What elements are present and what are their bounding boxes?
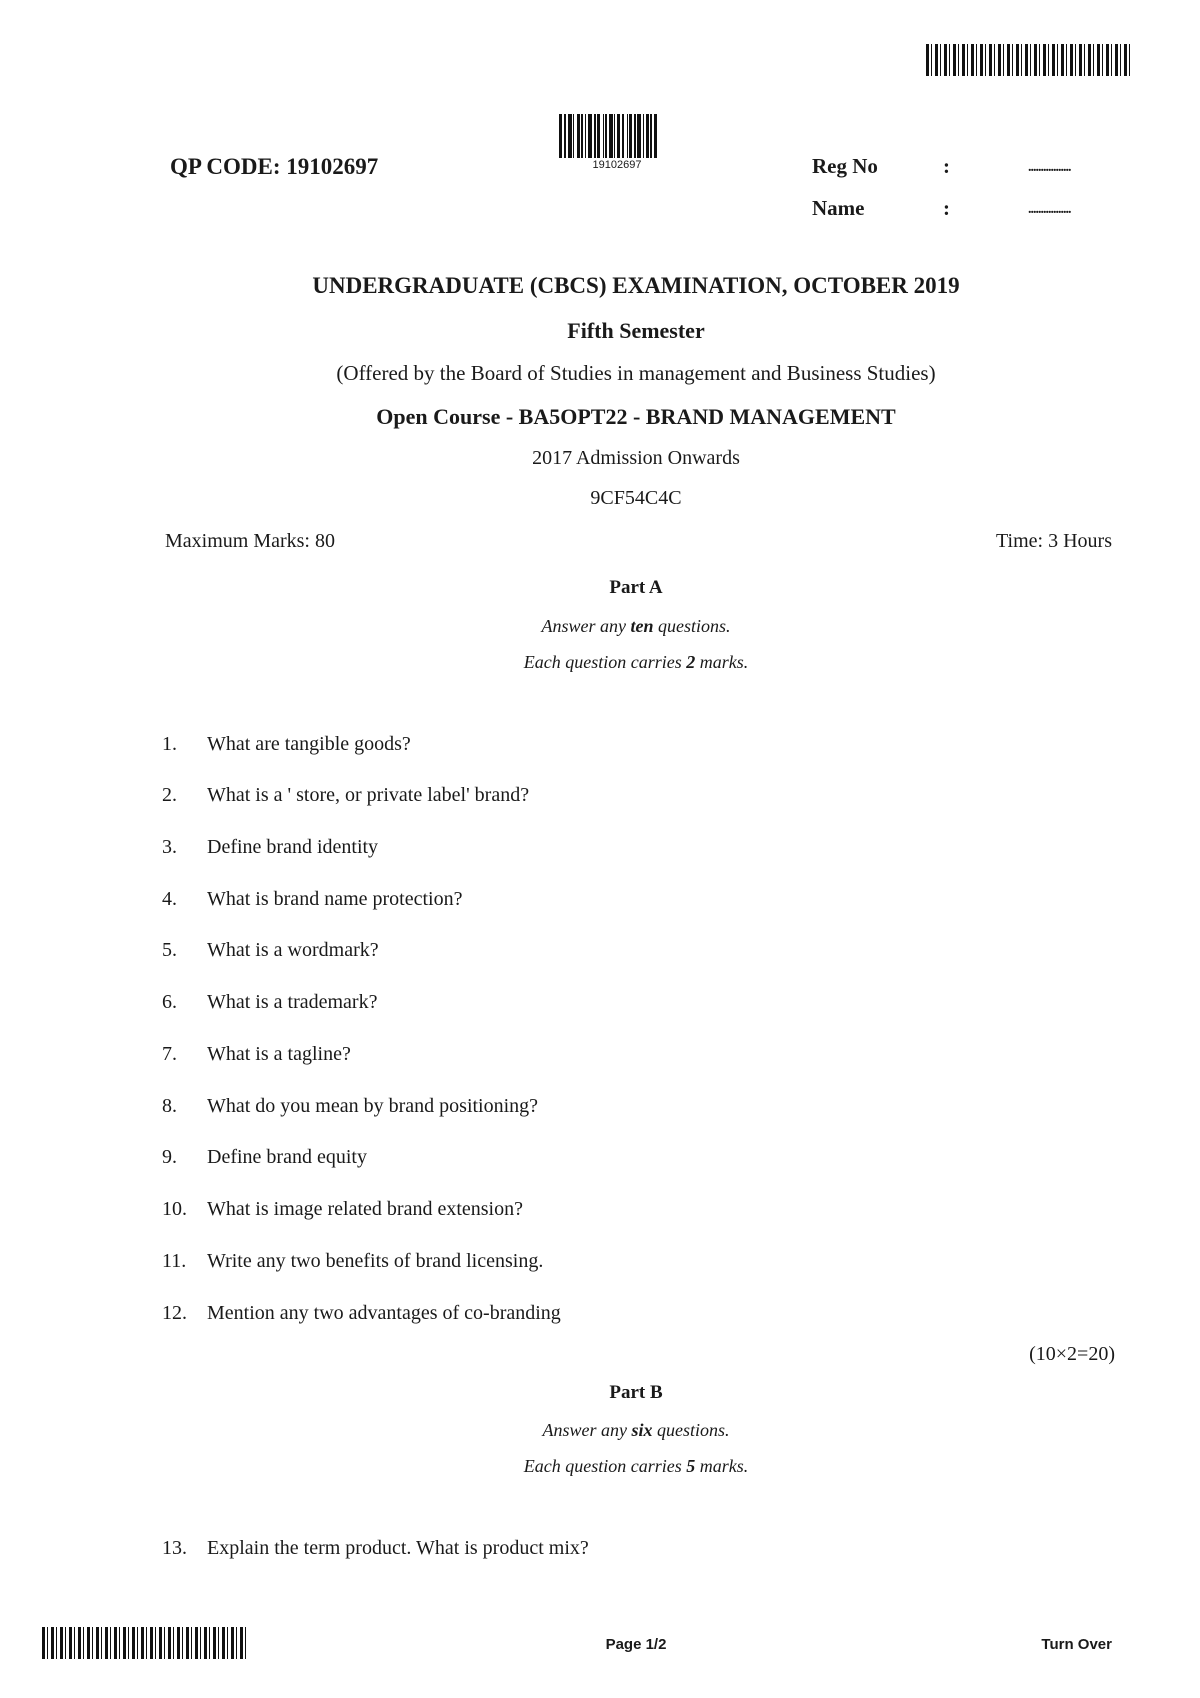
- course-title: Open Course - BA5OPT22 - BRAND MANAGEMENT: [376, 404, 896, 429]
- name-label: Name: [812, 196, 865, 220]
- semester: Fifth Semester: [567, 318, 705, 343]
- question-number: 12.: [162, 1302, 187, 1324]
- question-number: 6.: [162, 991, 177, 1013]
- question-text: What is a trademark?: [207, 991, 378, 1013]
- barcode-number: 19102697: [592, 159, 642, 171]
- page-number: Page 1/2: [605, 1636, 667, 1653]
- qp-code: QP CODE: 19102697: [170, 154, 379, 179]
- reg-no-label: Reg No: [812, 154, 878, 178]
- part-b-instruction-1: Answer any six questions.: [542, 1420, 730, 1440]
- qp-barcode: [559, 114, 675, 158]
- question-text: What is a tagline?: [207, 1043, 351, 1065]
- question-number: 8.: [162, 1095, 177, 1117]
- question-number: 2.: [162, 784, 177, 806]
- question-text: What is brand name protection?: [207, 888, 463, 910]
- question-text: Write any two benefits of brand licensing.: [207, 1250, 544, 1272]
- question-number: 9.: [162, 1146, 177, 1168]
- question-text: Mention any two advantages of co-branding: [207, 1302, 561, 1324]
- paper-code: 9CF54C4C: [590, 487, 682, 509]
- question-number: 11.: [162, 1250, 187, 1272]
- question-text: What is image related brand extension?: [207, 1198, 523, 1220]
- name-field: .................: [1028, 202, 1071, 217]
- reg-no-colon: :: [943, 154, 950, 178]
- question-number: 3.: [162, 836, 177, 858]
- question-text: What is a ' store, or private label' brand?: [207, 784, 530, 806]
- part-a-instruction-1: Answer any ten questions.: [541, 616, 731, 636]
- question-text: What do you mean by brand positioning?: [207, 1095, 539, 1117]
- question-number: 5.: [162, 939, 177, 961]
- exam-title: UNDERGRADUATE (CBCS) EXAMINATION, OCTOBER 2019: [312, 273, 960, 298]
- question-text: What is a wordmark?: [207, 939, 379, 961]
- question-text: What are tangible goods?: [207, 733, 411, 755]
- reg-no-field: .................: [1028, 160, 1071, 175]
- question-number: 13.: [162, 1537, 187, 1559]
- admission: 2017 Admission Onwards: [532, 447, 740, 469]
- question-number: 10.: [162, 1198, 187, 1220]
- question-number: 7.: [162, 1043, 177, 1065]
- part-b-instruction-2: Each question carries 5 marks.: [523, 1456, 749, 1476]
- exam-time: Time: 3 Hours: [996, 530, 1112, 552]
- part-a-marks: (10×2=20): [1029, 1343, 1115, 1365]
- top-right-barcode: [926, 44, 1130, 76]
- turn-over: Turn Over: [1041, 1636, 1112, 1653]
- question-text: Define brand equity: [207, 1146, 367, 1168]
- name-colon: :: [943, 196, 950, 220]
- question-text: Define brand identity: [207, 836, 379, 858]
- question-number: 1.: [162, 733, 177, 755]
- part-b-title: Part B: [609, 1382, 663, 1403]
- question-number: 4.: [162, 888, 177, 910]
- question-text: Explain the term product. What is product mix?: [207, 1537, 589, 1559]
- offered-by: (Offered by the Board of Studies in management and Business Studies): [336, 361, 936, 385]
- part-a-instruction-2: Each question carries 2 marks.: [523, 652, 749, 672]
- part-a-title: Part A: [609, 577, 663, 598]
- max-marks: Maximum Marks: 80: [165, 530, 335, 552]
